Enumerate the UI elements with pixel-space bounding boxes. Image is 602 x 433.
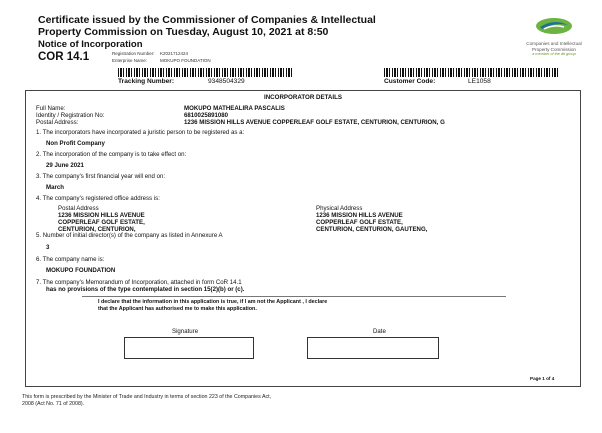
item-3-question: 3. The company's first financial year will end on:	[36, 173, 166, 180]
footer-prescribed-line-2: 2008 (Act No. 71 of 2008).	[22, 401, 85, 407]
postal-address-value: 1236 MISSION HILLS AVENUE COPPERLEAF GOLF ESTATE, CENTURION, CENTURION, G	[184, 119, 445, 126]
item-7-question: 7. The company's Memorandum of Incorporation, attached in form CoR 14.1	[36, 279, 242, 286]
declaration-line-1: I declare that the information in this application is true, if I am not the Applicant , I declare	[98, 299, 328, 305]
logo-line1: Companies and Intellectual	[526, 41, 582, 46]
declaration-divider	[82, 296, 506, 297]
footer-prescribed-line-1: This form is prescribed by the Minister of Trade and Industry in terms of section 223 of the Companies Act,	[22, 394, 272, 400]
notice-heading: Notice of Incorporation	[38, 39, 143, 50]
form-code: COR 14.1	[38, 51, 90, 63]
postal-line-3: CENTURION, CENTURION,	[58, 226, 136, 233]
logo-line2: Property Commission	[532, 46, 576, 52]
signature-box[interactable]	[124, 337, 254, 359]
customer-code-label: Customer Code:	[384, 78, 436, 85]
item-4-question: 4. The company's registered office address is:	[36, 195, 160, 202]
item-6-question: 6. The company name is:	[36, 256, 105, 263]
reg-number-label: Registration Number:	[112, 51, 155, 56]
item-2-question: 2. The incorporation of the company is to take effect on:	[36, 151, 187, 158]
physical-line-1: 1236 MISSION HILLS AVENUE	[316, 212, 403, 219]
customer-code-value: LE1058	[468, 78, 491, 85]
certificate-title	[38, 14, 376, 38]
item-6-answer: MOKUPO FOUNDATION	[46, 267, 116, 274]
cipc-logo-icon	[534, 16, 574, 36]
date-box[interactable]	[307, 337, 439, 359]
postal-address-label: Postal Address:	[36, 119, 79, 126]
full-name-label: Full Name:	[36, 105, 66, 112]
tracking-barcode	[118, 68, 294, 77]
enterprise-name-value: MOKUPO FOUNDATION	[160, 58, 211, 63]
certificate-title-line1: Certificate issued by the Commissioner of Companies & Intellectual	[38, 14, 376, 26]
enterprise-name-label: Enterprise Name:	[112, 58, 148, 63]
signature-label: Signature	[172, 328, 199, 335]
physical-line-3: CENTURION, CENTURION, GAUTENG,	[316, 226, 428, 233]
postal-address-heading: Postal Address	[58, 205, 99, 212]
item-5-question: 5. Number of initial director(s) of the company as listed in Annexure A	[36, 232, 223, 239]
item-2-answer: 29 June 2021	[46, 162, 84, 169]
physical-line-2: COPPERLEAF GOLF ESTATE,	[316, 219, 403, 226]
id-label: Identity / Registration No:	[36, 112, 105, 119]
page-number: Page 1 of 4	[530, 376, 555, 381]
postal-line-1: 1236 MISSION HILLS AVENUE	[58, 212, 145, 219]
item-1-answer: Non Profit Company	[46, 140, 105, 147]
logo-tagline: a member of the dti group	[532, 52, 576, 56]
physical-address-heading: Physical Address	[316, 205, 363, 212]
declaration-line-2: that the Applicant has authorised me to make this application.	[98, 306, 257, 312]
incorporator-details-title: INCORPORATOR DETAILS	[263, 94, 343, 101]
document-page	[22, 6, 584, 427]
tracking-number-value: 9348504329	[208, 78, 245, 85]
certificate-title-line2: Property Commission on Tuesday, August 10, 2021 at 8:50	[38, 26, 329, 38]
cipc-logo	[512, 16, 596, 56]
item-3-answer: March	[46, 184, 64, 191]
reg-number-value: K2021712424	[160, 51, 189, 56]
full-name-value: MOKUPO MATHEALIRA PASCALIS	[184, 105, 285, 112]
item-7-detail: has no provisions of the type contemplated in section 15(2)(b) or (c).	[46, 286, 245, 293]
date-label: Date	[373, 328, 386, 335]
customer-barcode	[384, 68, 560, 77]
item-1-question: 1. The incorporators have incorporated a juristic person to be registered as a:	[36, 129, 245, 136]
item-5-answer: 3	[46, 244, 50, 251]
postal-line-2: COPPERLEAF GOLF ESTATE,	[58, 219, 145, 226]
tracking-number-label: Tracking Number:	[118, 78, 175, 85]
id-value: 6810025891080	[184, 112, 229, 119]
